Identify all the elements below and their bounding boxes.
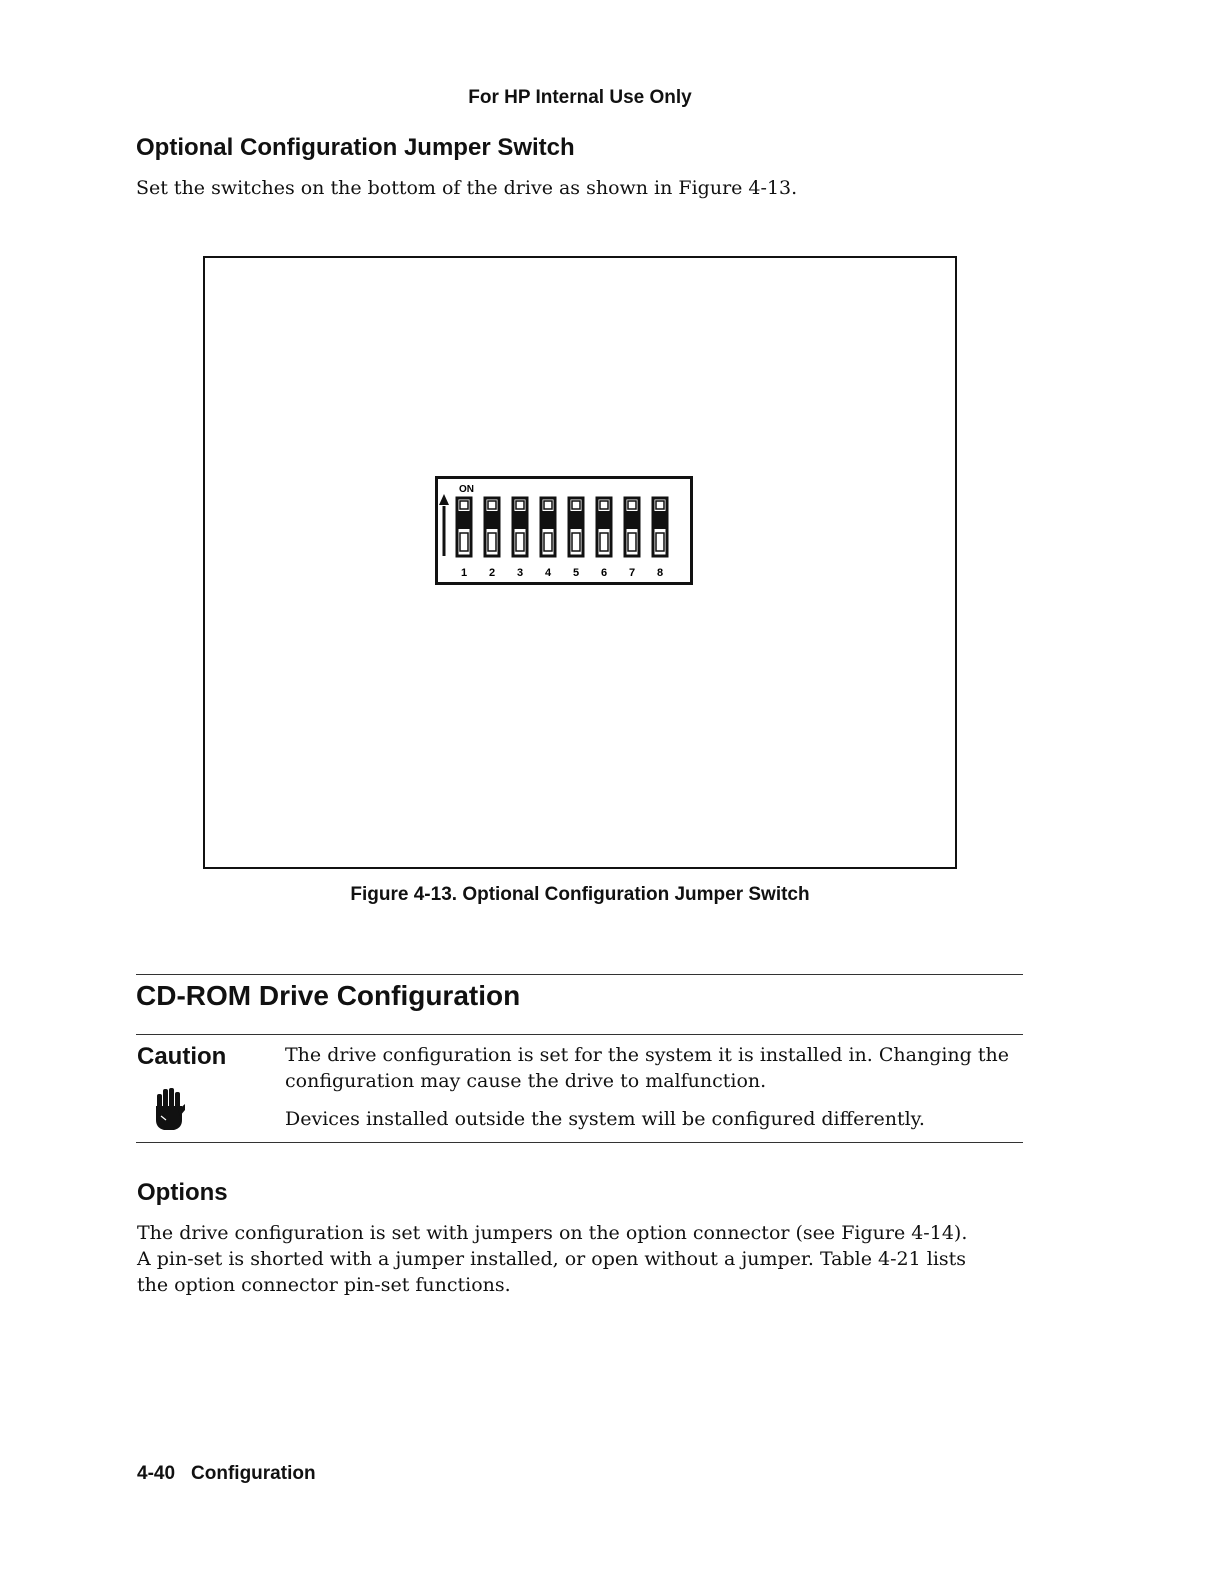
dip-switch-2: [485, 498, 499, 556]
section-rule-top: [136, 974, 1023, 975]
dip-switch-5: [569, 498, 583, 556]
caution-paragraph-1: The drive configuration is set for the system it is installed in. Changing the configuration may cause the drive to malfunction.: [285, 1044, 1009, 1092]
caution-rule-bottom: [136, 1142, 1023, 1143]
figure-frame: [203, 256, 957, 869]
dip-switch-7: [625, 498, 639, 556]
figure-caption: Figure 4-13. Optional Configuration Jumper Switch: [350, 884, 810, 905]
switch-number-1: 1: [460, 567, 468, 579]
dip-switch-3: [513, 498, 527, 556]
switch-number-7: 7: [628, 567, 636, 579]
intro-paragraph: Set the switches on the bottom of the drive as shown in Figure 4-13.: [136, 177, 798, 199]
caution-label: Caution: [137, 1043, 227, 1070]
options-heading: Options: [137, 1179, 228, 1206]
footer-title: Configuration: [191, 1463, 316, 1484]
switch-number-8: 8: [656, 567, 664, 579]
dip-switch-6: [597, 498, 611, 556]
switch-number-labels: [461, 567, 663, 579]
on-arrow-icon: [439, 494, 449, 505]
dip-switch-4: [541, 498, 555, 556]
switch-number-6: 6: [600, 567, 608, 579]
switch-number-5: 5: [572, 567, 580, 579]
dip-switch-diagram: [435, 476, 695, 588]
section-heading: Optional Configuration Jumper Switch: [136, 134, 575, 161]
dip-switch-1: [457, 498, 471, 556]
hand-icon: [152, 1086, 186, 1132]
page-header: For HP Internal Use Only: [468, 87, 692, 108]
on-label: ON: [459, 484, 474, 495]
switch-number-3: 3: [516, 567, 524, 579]
switch-number-2: 2: [488, 567, 496, 579]
page-number: 4-40: [137, 1463, 176, 1484]
switch-number-4: 4: [544, 567, 552, 579]
options-paragraph: The drive configuration is set with jumpers on the option connector (see Figure 4-14). A pin-set is shorted with a jumper installed, or open without a jumper. Table 4-21 lists the option connector pin-set functions.: [137, 1222, 968, 1296]
dip-switch-8: [653, 498, 667, 556]
caution-paragraph-2: Devices installed outside the system will be configured differently.: [285, 1108, 925, 1130]
caution-rule-top: [136, 1034, 1023, 1035]
page-footer: [137, 1463, 316, 1485]
cdrom-heading: CD-ROM Drive Configuration: [136, 980, 521, 1011]
switch-group: [457, 498, 667, 556]
